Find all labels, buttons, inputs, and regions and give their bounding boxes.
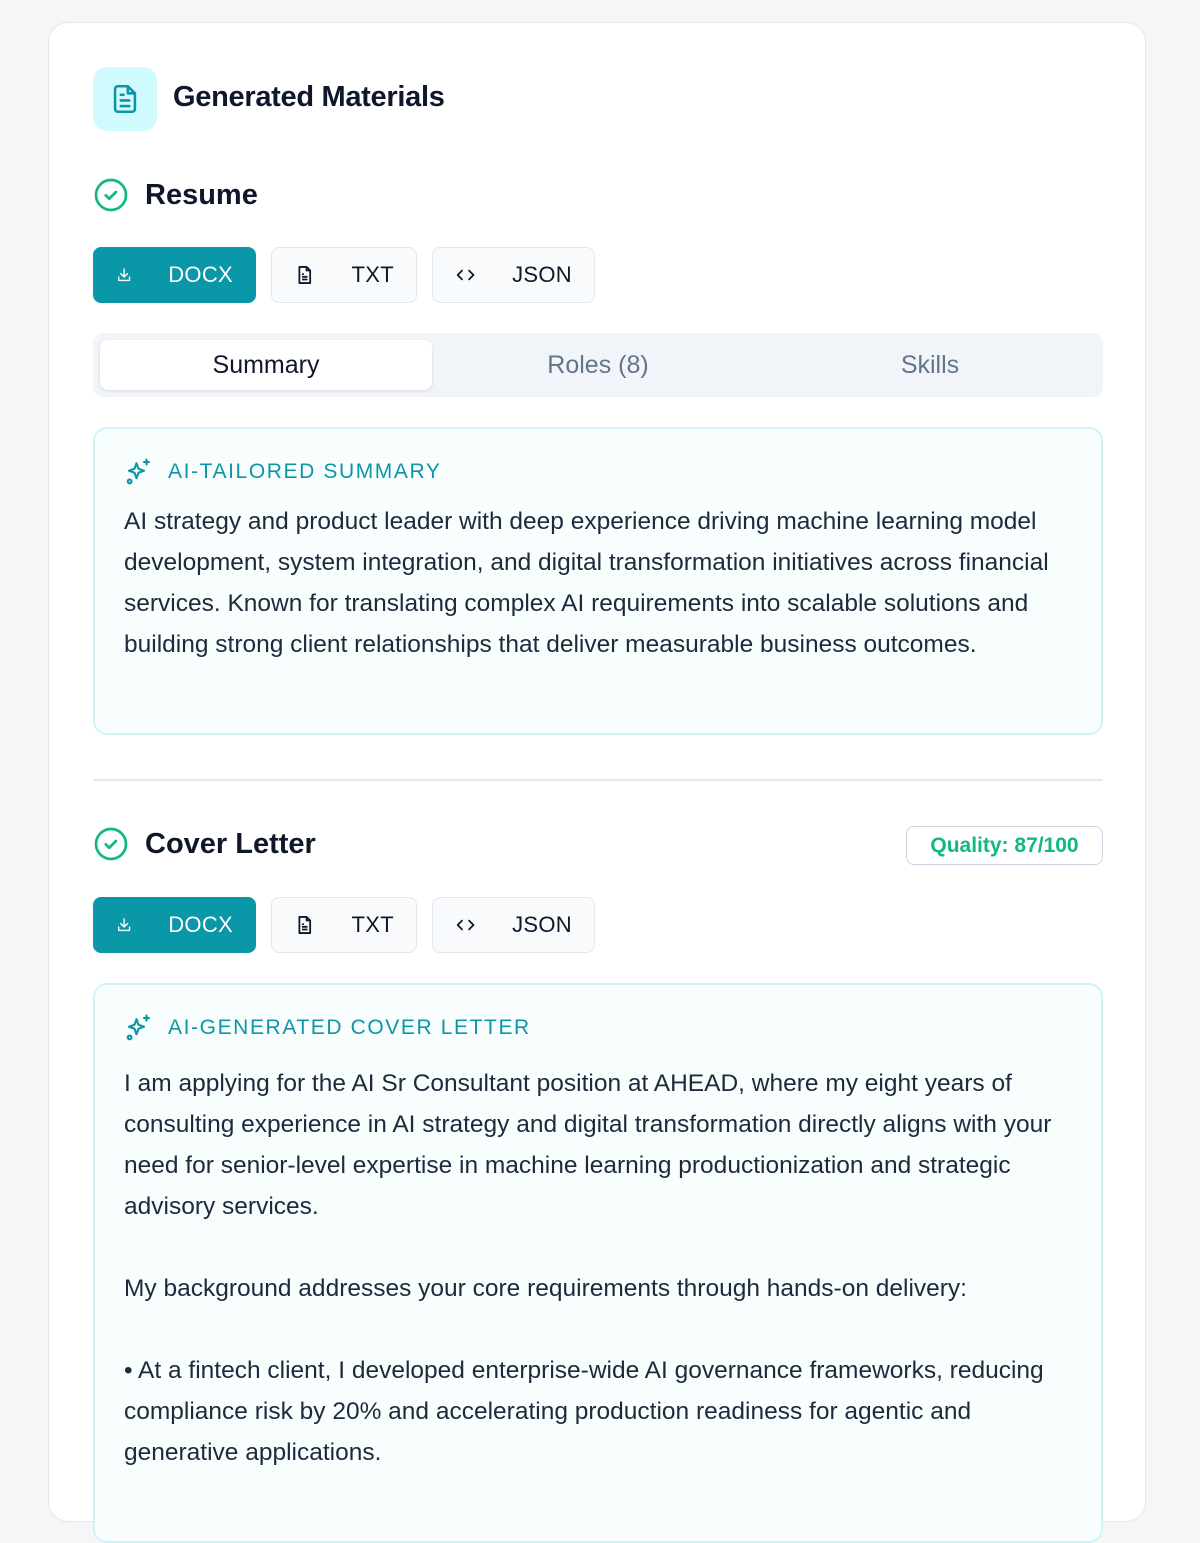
summary-text: AI strategy and product leader with deep experience driving machine learning model development, system integration, and digital transformation initiatives across financial services. Known for translating complex AI requirements into scalable solutions and building strong client relationships that deliver measurable business outcomes. (124, 508, 1049, 658)
cover-letter-paragraph: My background addresses your core requirements through hands-on delivery: (124, 1275, 967, 1302)
quality-badge: Quality: 87/100 (906, 826, 1103, 865)
txt-label: TXT (351, 912, 394, 937)
cover-letter-docx-button[interactable] (93, 897, 256, 953)
summary-panel (93, 427, 1103, 735)
cover-letter-paragraph: • At a fintech client, I developed enterprise-wide AI governance frameworks, reducing compliance risk by 20% and accelerating production readiness for agentic and generative applications. (124, 1357, 1044, 1466)
docx-label: DOCX (168, 262, 233, 287)
tab-roles[interactable]: Roles (8) (547, 350, 649, 379)
docx-label: DOCX (168, 912, 233, 937)
tab-summary[interactable]: Summary (100, 340, 432, 390)
tab-skills[interactable]: Skills (900, 350, 960, 379)
download-icon (116, 912, 132, 938)
resume-download-buttons (93, 247, 595, 303)
check-circle-icon (93, 826, 129, 862)
resume-heading (93, 177, 258, 213)
check-circle-icon (93, 177, 129, 213)
json-label: JSON (512, 912, 572, 937)
txt-label: TXT (351, 262, 394, 287)
json-label: JSON (512, 262, 572, 287)
resume-tabs (93, 333, 1103, 397)
cover-letter-heading (93, 826, 316, 862)
document-icon (93, 67, 157, 131)
resume-title: Resume (145, 178, 258, 211)
cover-letter-paragraph: I am applying for the AI Sr Consultant position at AHEAD, where my eight years of consulting experience in AI strategy and digital transformation directly aligns with your need for senior-level expertise in machine learning productionization and strategic advisory services. (124, 1070, 1052, 1220)
resume-json-button[interactable] (432, 247, 595, 303)
resume-docx-button[interactable] (93, 247, 256, 303)
generated-materials-card (48, 22, 1146, 1522)
code-icon (455, 912, 476, 938)
cover-letter-label: AI-GENERATED COVER LETTER (168, 1016, 531, 1039)
cover-letter-txt-button[interactable] (271, 897, 417, 953)
code-icon (455, 262, 476, 288)
sparkles-icon (124, 1013, 154, 1043)
sparkles-icon (124, 457, 154, 487)
cover-letter-text (124, 1063, 1073, 1473)
file-text-icon (294, 912, 316, 938)
page-title: Generated Materials (173, 81, 445, 113)
file-text-icon (294, 262, 316, 288)
cover-letter-panel (93, 983, 1103, 1543)
resume-txt-button[interactable] (271, 247, 417, 303)
divider (93, 779, 1103, 781)
cover-letter-download-buttons (93, 897, 595, 953)
summary-label: AI-TAILORED SUMMARY (168, 460, 442, 483)
cover-letter-title: Cover Letter (145, 827, 316, 860)
download-icon (116, 262, 132, 288)
cover-letter-json-button[interactable] (432, 897, 595, 953)
